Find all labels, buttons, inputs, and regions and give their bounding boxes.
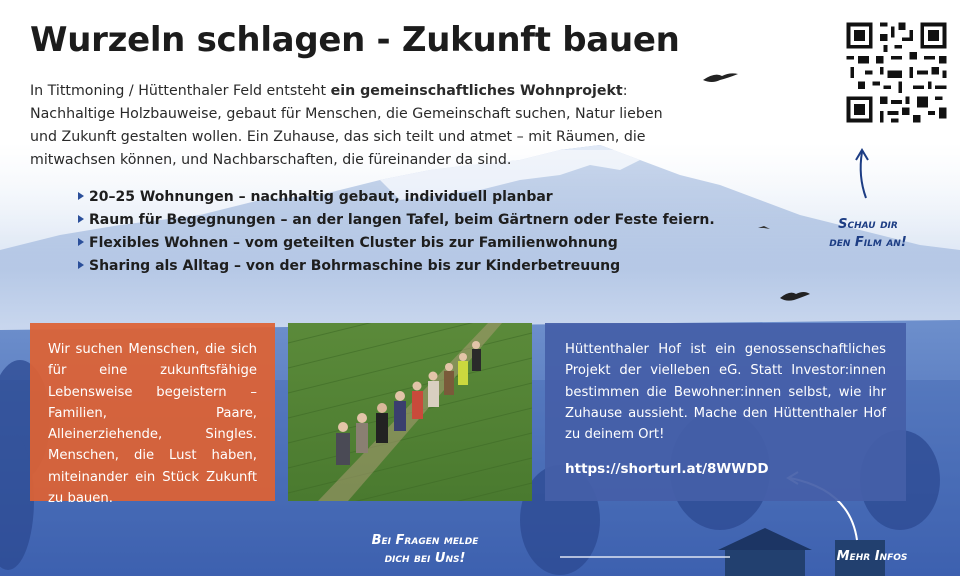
list-item-text: Sharing als Alltag – von der Bohrmaschine bis zur Kinderbetreuung [89, 258, 621, 274]
list-item [78, 232, 715, 255]
watch-film-line1: Schau dir [838, 217, 898, 232]
questions-note [340, 532, 510, 568]
triangle-bullet-icon [78, 215, 84, 223]
page-title: Wurzeln schlagen - Zukunft bauen [30, 20, 680, 60]
intro-highlight: ein gemeinschaftliches Wohnprojekt [330, 83, 623, 99]
list-item-text: Raum für Begegnungen – an der langen Tafel, beim Gärtnern oder Feste feiern. [89, 212, 715, 228]
intro-paragraph [30, 80, 680, 172]
triangle-bullet-icon [78, 192, 84, 200]
intro-text-start: In Tittmoning / Hüttenthaler Feld entsteht [30, 83, 331, 99]
list-item [78, 186, 715, 209]
triangle-bullet-icon [78, 238, 84, 246]
list-item [78, 209, 715, 232]
watch-film-note [808, 216, 928, 252]
group-walking-photo [288, 323, 532, 501]
watch-film-line2: den Film an! [829, 235, 907, 250]
more-info-note [812, 548, 932, 566]
list-item-text: Flexibles Wohnen – vom geteilten Cluster bis zur Familienwohnung [89, 235, 618, 251]
cooperative-info-card [545, 323, 906, 501]
more-info-text: Mehr Infos [836, 549, 908, 564]
questions-line1: Bei Fragen melde [371, 533, 479, 548]
list-item-text: 20–25 Wohnungen – nachhaltig gebaut, individuell planbar [89, 189, 553, 205]
cooperative-info-text: Hüttenthaler Hof ist ein genossenschaftliches Projekt der vielleben eG. Statt Investor:innen bestimmen die Bewohner:innen selbst, wie ihr Zuhause aussieht. Mache den Hüttenthaler Hof zu deinem Ort! [565, 342, 886, 443]
triangle-bullet-icon [78, 261, 84, 269]
intro-text-end: : Nachhaltige Holzbauweise, gebaut für Menschen, die Gemeinschaft suchen, Natur lieben und Zukunft gestalten wollen. Ein Zuhause, das sich teilt und atmet – mit Räumen, die mitwachsen können, und Nachbarschaften, die füreinander da sind. [30, 83, 663, 168]
target-group-card [30, 323, 275, 507]
target-group-text: Wir suchen Menschen, die sich für eine zukunftsfähige Lebensweise begeistern – Familien, Paare, Alleinerziehende, Singles. Menschen, die Lust haben, miteinander ein Stück Zukunft zu bauen. [48, 342, 257, 507]
questions-line2: dich bei Uns! [384, 551, 466, 566]
qr-code-icon[interactable] [843, 19, 950, 126]
feature-list [78, 186, 715, 278]
info-link[interactable]: https://shorturl.at/8WWDD [565, 461, 769, 478]
list-item [78, 255, 715, 278]
